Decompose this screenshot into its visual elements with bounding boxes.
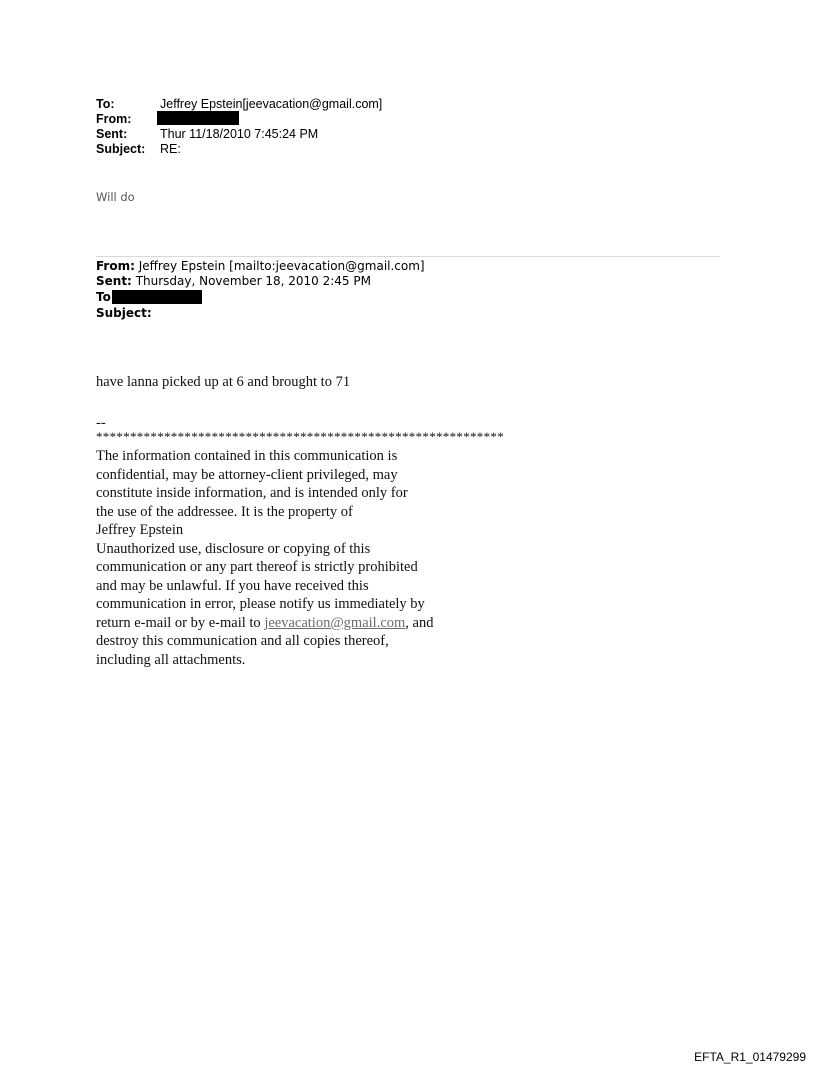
fwd-sent-label: Sent: [96,274,132,288]
from-redaction [157,111,239,125]
message-text: have lanna picked up at 6 and brought to 71 [96,374,351,390]
from-label: From: [96,112,132,126]
document-id: EFTA_R1_01479299 [694,1050,806,1064]
email-link[interactable]: jeevacation@gmail.com [264,614,406,631]
disclaimer-line: Unauthorized use, disclosure or copying of this [96,540,371,557]
fwd-sent-line [96,274,371,288]
disclaimer-line: destroy this communication and all copies thereof, [96,633,389,649]
disclaimer-text: , and [405,614,434,631]
sent-label: Sent: [96,127,128,141]
to-label: To: [96,97,115,111]
fwd-from-value: Jeffrey Epstein [mailto:jeevacation@gmail.com] [138,259,425,273]
disclaimer-line: and may be unlawful. If you have received this [96,577,369,594]
fwd-to-label: To [96,290,111,304]
disclaimer-line [96,614,516,633]
signature-stars: ************************************************************ [96,429,504,444]
subject-value: RE: [160,142,181,156]
divider [96,256,720,257]
disclaimer [96,447,516,669]
subject-label: Subject: [96,142,146,156]
fwd-sent-value: Thursday, November 18, 2010 2:45 PM [135,274,371,288]
fwd-from-line [96,259,425,273]
sent-value: Thur 11/18/2010 7:45:24 PM [160,127,319,141]
disclaimer-line: communication or any part thereof is strictly prohibited [96,559,418,575]
disclaimer-text: return e-mail or by e-mail to [96,614,265,631]
disclaimer-line: constitute inside information, and is intended only for [96,485,408,501]
disclaimer-line: confidential, may be attorney-client privileged, may [96,466,398,483]
disclaimer-line: communication in error, please notify us immediately by [96,596,425,612]
reply-body: Will do [96,190,135,204]
disclaimer-line: the use of the addressee. It is the property of [96,503,353,520]
fwd-subject-label: Subject: [96,306,152,320]
to-value: Jeffrey Epstein[jeevacation@gmail.com] [160,97,383,111]
fwd-to-redaction [112,290,202,304]
disclaimer-line: Jeffrey Epstein [96,522,184,538]
disclaimer-line: including all attachments. [96,651,246,668]
signature-dash: -- [96,415,106,431]
fwd-from-label: From: [96,259,135,273]
disclaimer-line: The information contained in this communication is [96,448,398,464]
